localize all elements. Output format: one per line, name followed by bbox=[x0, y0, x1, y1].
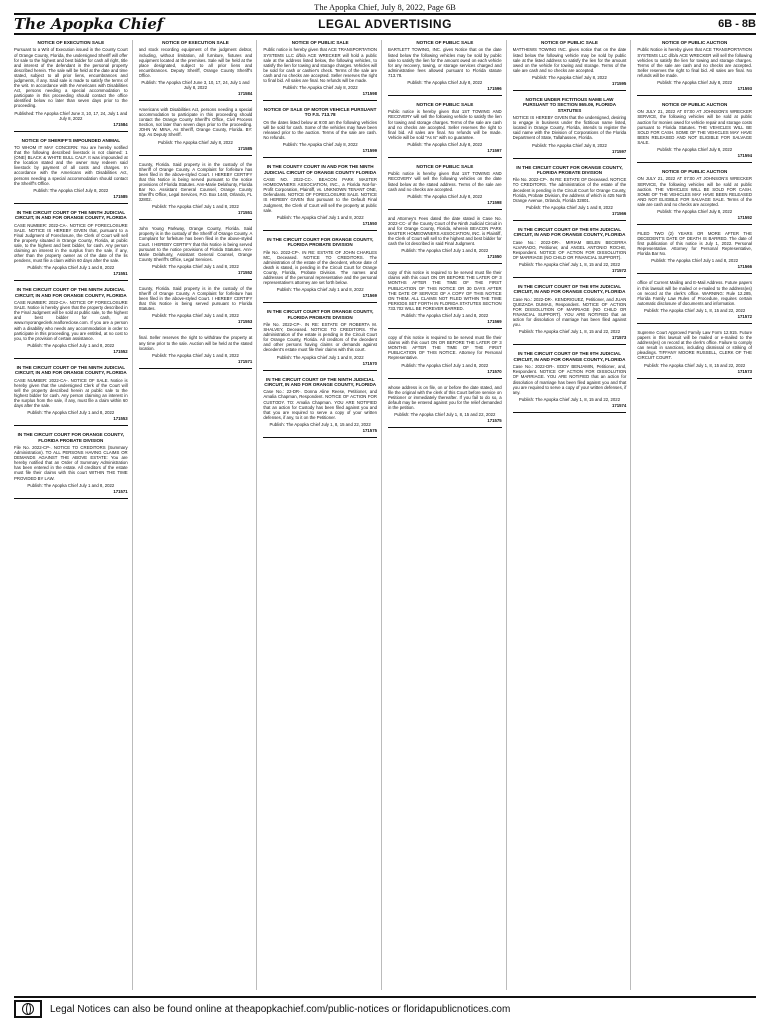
notice-title: IN THE CIRCUIT COURT OF THE NINTH JUDICIAL CIRCUIT, IN AND FOR ORANGE COUNTY, FLORIDA bbox=[14, 287, 127, 298]
legal-notice bbox=[513, 284, 627, 345]
notice-publish-line: Publish: The Apopka Chief July 8, 2022 bbox=[158, 139, 233, 145]
notice-body: copy of this notice is required to be served must file their claims with this court ON OR BEFORE THE LATER OF 3 MONTHS AFTER THE TIME OF THE FIRST PUBLICATION OF THIS NOTICE. Attorney for Personal Representative. bbox=[387, 335, 502, 361]
legal-notice bbox=[139, 286, 253, 329]
notice-id: 171575 bbox=[362, 427, 377, 433]
notice-publish-line: Publish: The Apopka Chief July 1, 8, 15 and 22, 2022 bbox=[518, 396, 621, 402]
legal-notice bbox=[263, 164, 377, 230]
notice-publish-line: Publish: The Apopka Chief July 1, 8, 15 and 22, 2022 bbox=[518, 262, 621, 268]
notice-body: CASE NUMBER: 2022-CA-. NOTICE OF SALE. Notice is hereby given that the undersigned Clerk of the Court will sell the property described herein at public sale to the highest bidder for cash. Any person claiming an interest in the surplus from the sale, if any, must file a claim within 60 days after the sale. bbox=[14, 377, 128, 409]
notice-body: Public notice is hereby given that ACE TRANSPORTATION SYSTEMS LLC d/b/a ACE WRECKER will hold a public sale at the address listed below, the following vehicles, to satisfy the lien for towing and storage charges. Vehicles will be sold for cash or cashier's check. Terms of the sale are cash and no checks are accepted. Seller reserves the right to final bid. All sales are final. No refunds will be made. bbox=[263, 47, 377, 83]
notice-title: IN THE CIRCUIT COURT OF THE NINTH JUDICIAL CIRCUIT, IN AND FOR ORANGE COUNTY, FLORIDA bbox=[14, 209, 127, 221]
notice-title: NOTICE OF PUBLIC SALE bbox=[291, 40, 349, 45]
notice-publish-line: Publish: The Apopka Chief July 1 and 8, 2022 bbox=[276, 354, 364, 360]
legal-notice bbox=[263, 309, 377, 370]
notice-id: 171584 bbox=[237, 90, 253, 96]
legal-notice bbox=[14, 40, 128, 132]
notice-body: Supreme Court Approved Family Law Form 12.915. Future papers in this lawsuit will be mailed or e-mailed to the address(es) on record at the clerk's office. Failure to comply can result in sanctions, including dismissal or striking of pleadings. TIFFANY MOORE RUSSELL, CLERK OF THE CIRCUIT COURT. bbox=[637, 329, 752, 361]
notice-publish-line: Publish: The Apopka Chief July 8, 2022 bbox=[407, 193, 483, 199]
notice-body: copy of this notice is required to be served must file their claims with this court ON OR BEFORE THE LATER OF 3 MONTHS AFTER THE TIME OF THE FIRST PUBLICATION OF THIS NOTICE OR 30 DAYS AFTER THE DATE OF SERVICE OF A COPY OF THIS NOTICE ON THEM. ALL CLAIMS NOT FILED WITHIN THE TIME PERIODS SET FORTH IN FLORIDA STATUTES SECTION 733.702 WILL BE FOREVER BARRED. bbox=[387, 270, 502, 311]
notice-body: John Young Parkway, Orange County, Florida. Said property is in the custody of the Sheriff of Orange County. A Complaint for forfeiture has been filed in the above-styled Court. I HEREBY CERTIFY that this Notice is being served pursuant to the notice provisions of Florida Statutes. Ann-Marie Delahunty, Assistant General Counsel, Orange County Sheriff's Office, Legal Services. bbox=[138, 226, 253, 262]
legal-notice bbox=[388, 216, 502, 265]
notice-publish-line: Publish: The Apopka Chief July 1 and 8, 2022 bbox=[401, 248, 489, 254]
legal-notice bbox=[263, 107, 377, 158]
footer-text: Legal Notices can also be found online at theapopkachief.com/public-notices or floridapublicnotices.com bbox=[50, 1003, 511, 1015]
notice-title: NOTICE OF PUBLIC AUCTION bbox=[661, 101, 728, 107]
notice-title: NOTICE OF EXECUTION SALE bbox=[37, 40, 105, 45]
public-notices-icon bbox=[14, 1000, 42, 1018]
notice-id: 171552 bbox=[113, 348, 128, 354]
notice-publish-line: Publish: The Apopka Chief July 1 and 8, 2022 bbox=[27, 482, 115, 488]
notice-id: 171598 bbox=[487, 199, 502, 205]
notice-body: Public notice is hereby given that 1ST TOWING AND RECOVERY will sell the following vehicles on the date listed below at the stated address. Terms of the sale are cash and no checks are accepted. bbox=[387, 171, 502, 192]
notice-publish-line: Publish: The Apopka Chief July 1 and 8, 2022 bbox=[27, 342, 115, 348]
notice-publish-line: Publish: The Apopka Chief July 1 and 8, 2022 bbox=[152, 313, 239, 319]
column-5 bbox=[513, 40, 632, 990]
notice-body: office of Current Mailing and E-Mail Address. Future papers in this lawsuit will be mailed or e-mailed to the address(es) on record at the clerk's office. WARNING: Rule 12.285, Florida Family Law Rules of Procedure, requires certain automatic disclosure of documents and information. bbox=[637, 280, 752, 306]
notice-body: Case No.: 2022-DR-. KENDRIGUEZ, Petitioner, and JUAN QUEZADA DUMAS, Respondent. NOTICE OF ACTION FOR DISSOLUTION OF MARRIAGE (NO CHILD OR FINANCIAL SUPPORT). YOU ARE NOTIFIED that an action for dissolution of marriage has been filed against you. bbox=[512, 296, 627, 328]
legal-notice bbox=[637, 231, 752, 274]
notice-publish-line: Publish: The Apopka Chief July 8, 2022 bbox=[407, 141, 483, 147]
notice-id: 171552 bbox=[237, 269, 253, 275]
section-title: LEGAL ADVERTISING bbox=[318, 17, 452, 31]
column-3 bbox=[263, 40, 382, 990]
notice-publish-line: Publish: The Apopka Chief July 1 and 8, 2022 bbox=[27, 265, 115, 271]
notice-publish-line: Publish: The Apopka Chief July 1, 8, 15 and 22, 2022 bbox=[394, 411, 496, 417]
legal-notice bbox=[513, 40, 627, 91]
notice-publish-line: Publish: The Apopka Chief July 8, 2022 bbox=[407, 79, 483, 85]
legal-notice bbox=[139, 162, 253, 221]
notice-body: Americans with Disabilities Act, persons needing a special accommodation to participate in this proceeding should contact the Orange County Sheriff's Office, Civil Process Section, not later than seven days prior to the proceeding. JOHN W. MINA, As Sheriff, Orange County, Florida. BY: Sgt. As Deputy Sheriff. bbox=[138, 106, 253, 138]
notice-body: BARTLETT TOWING, INC. gives Notice that on the date listed below the following vehicles may be sold by public sale to satisfy the lien for the amount owed on each vehicle for any recovery, towing, or storage services charged and administrative fees allowed pursuant to Florida statute 713.78. bbox=[387, 47, 502, 78]
notice-body: File No. 2022-CP-. IN RE: ESTATE OF ROBERTA M. SHALVEY, Deceased. NOTICE TO CREDITORS. The administration of the estate is pending in the Circuit Court for Orange County, Florida. All creditors of the decedent and other persons having claims or demands against decedent's estate must file their claims with this court. bbox=[263, 322, 377, 353]
notice-body: On the dates listed below at 9:00 am the following vehicles will be sold for cash. Some of the vehicles may have been released prior to the auction. Terms of the sale are cash. No refunds. bbox=[263, 119, 377, 141]
notice-body: CASE NUMBER: 2022-CA-. NOTICE OF FORECLOSURE SALE. Notice is hereby given that the property described in the Final Judgment will be sold at public sale, to the highest and best bidder for cash, at www.myorangeclerk.realforeclose.com. If you are a person with a disability who needs any accommodation in order to participate in this proceeding, you are entitled, at no cost to you, to the provision of certain assistance. bbox=[14, 300, 128, 341]
legal-notice bbox=[14, 138, 128, 204]
notice-body: ON JULY 21, 2022 AT 07:00 AT JOHNSON'S WRECKER SERVICE, the following vehicles will be sold at public auction. THE VEHICLES WILL BE SOLD FOR CASH. SOME OF THE VEHICLES MAY HAVE BEEN RELEASED AND NOT ELIGIBLE FOR SALVAGE SALE. Terms of the sale are cash and no checks are accepted. bbox=[637, 176, 752, 207]
notice-publish-line: Publish: The Apopka Chief July 8, 2022 bbox=[282, 142, 358, 148]
newspaper-logo: The Apopka Chief bbox=[14, 15, 164, 33]
notice-title: NOTICE OF SHERIFF'S IMPOUNDED ANIMAL bbox=[21, 137, 121, 143]
notice-id: 171566 bbox=[611, 210, 627, 216]
notice-title: IN THE CIRCUIT COURT FOR ORANGE COUNTY, FLORIDA PROBATE DIVISION bbox=[266, 309, 374, 320]
notice-publish-line: Publish: The Apopka Chief July 1, 8, 15 and 22, 2022 bbox=[518, 329, 621, 335]
notice-title: IN THE CIRCUIT COURT OF THE NINTH JUDICIAL CIRCUIT, IN AND FOR ORANGE COUNTY, FLORIDA bbox=[14, 364, 127, 376]
column-2 bbox=[139, 40, 258, 990]
notice-publish-line: Publish: The Apopka Chief July 1, 8, 15 and 22, 2022 bbox=[644, 307, 746, 313]
notice-title: NOTICE OF PUBLIC AUCTION bbox=[661, 169, 728, 175]
notice-publish-line: Publish: The Apopka Chief July 1 and 8, 2022 bbox=[651, 258, 739, 264]
notice-id: 171553 bbox=[237, 319, 253, 325]
legal-notice-columns bbox=[14, 40, 756, 990]
legal-notice bbox=[14, 432, 128, 498]
legal-notice bbox=[637, 102, 752, 163]
legal-notice bbox=[388, 40, 502, 96]
notice-id: 171573 bbox=[737, 368, 752, 374]
notice-publish-line: Publish: The Apopka Chief July 1, 8, 15 and 22, 2022 bbox=[269, 421, 371, 427]
notice-publish-line: Publish: The Apopka Chief July 8, 2022 bbox=[657, 209, 733, 214]
notice-id: 171571 bbox=[237, 358, 253, 364]
notice-body: FILED TWO (2) YEARS OR MORE AFTER THE DECEDENT'S DATE OF DEATH IS BARRED. The date of first publication of this notice is July 1, 2022. Personal Representative. Attorney for Personal Representative, Florida Bar No. bbox=[637, 231, 752, 257]
notice-title: IN THE CIRCUIT COURT FOR ORANGE COUNTY, FLORIDA PROBATE DIVISION bbox=[17, 432, 125, 443]
notice-body: NOTICE IS HEREBY GIVEN that the undersigned, desiring to engage in business under the fictitious name listed, located in Orange County, Florida, intends to register the said name with the Division of Corporations of the Florida Department of State, Tallahassee, Florida. bbox=[512, 115, 627, 141]
legal-notice bbox=[14, 210, 128, 282]
notice-body: MATTHEWS TOWING INC. gives notice that on the date listed below the following vehicle may be sold by public sale at the listed address to satisfy the lien for the amount owed on the vehicle for towing and storage. Terms of the sale are cash and no checks are accepted. bbox=[512, 47, 627, 73]
notice-publish-line: Publish: The Apopka Chief July 1, 8, 15 and 22, 2022 bbox=[644, 362, 746, 368]
masthead bbox=[14, 13, 756, 35]
column-4 bbox=[388, 40, 507, 990]
running-head: The Apopka Chief, July 8, 2022, Page 6B bbox=[314, 2, 456, 12]
notice-body: TO WHOM IT MAY CONCERN: You are hereby notified that the following described livestock is not claimed: 1 (ONE) BLACK & WHITE BULL CALF. It was impounded at the location stated and the owner may redeem said livestock by payment of all costs and charges. In accordance with the Americans with Disabilities Act, persons needing a special accommodation should contact the Sheriff's Office. bbox=[14, 144, 128, 186]
notice-title: IN THE CIRCUIT COURT FOR ORANGE COUNTY, FLORIDA PROBATE DIVISION bbox=[266, 236, 374, 248]
notice-id: 171585 bbox=[113, 193, 128, 199]
notice-publish-line: Publish: The Apopka Chief July 8, 2022 bbox=[33, 187, 109, 193]
notice-publish-line: Publish: The Apopka Chief July 8, 2022 bbox=[282, 85, 358, 91]
notice-title: NOTICE OF PUBLIC SALE bbox=[541, 40, 598, 45]
notice-id: 171575 bbox=[487, 417, 502, 423]
column-1 bbox=[14, 40, 133, 990]
notice-body: whose address is on file, on or before the date stated, and file the original with the clerk of this Court before service on Petitioner or immediately thereafter. If you fail to do so, a default may be entered against you for the relief demanded in the petition. bbox=[387, 384, 502, 410]
notice-body: File No. 2022-CP-. IN RE: ESTATE OF JOHN CHARLES MC, Deceased. NOTICE TO CREDITORS. The administration of the estate of the decedent, whose date of death is stated, is pending in the Circuit Court for Orange County, Florida, Probate Division. The names and addresses of the personal representative and the personal representative's attorney are set forth below. bbox=[263, 249, 377, 286]
legal-notice bbox=[388, 270, 502, 329]
notice-id: 171566 bbox=[737, 264, 752, 270]
legal-notice bbox=[513, 351, 627, 412]
notice-body: Case No.: 2022-DR-. MIRIAM BELEN BECERRA ALVARADO, Petitioner, and ANGEL ANTONIO ROCHE, Respondent. NOTICE OF ACTION FOR DISSOLUTION OF MARRIAGE (NO CHILD OR FINANCIAL SUPPORT). bbox=[512, 239, 627, 260]
notice-publish-line: Publish: The Apopka Chief July 1 and 8, 2022 bbox=[152, 204, 239, 210]
notice-id: 171595 bbox=[611, 80, 627, 86]
notice-title: NOTICE UNDER FICTITIOUS NAME LAW PURSUANT TO SECTION 865.09, FLORIDA STATUTES bbox=[522, 96, 617, 113]
notice-body: Case No.: 22-DR-. Donna Aline Reese, Petitioner, and Amalia Chapman, Respondent. NOTICE OF ACTION FOR CUSTODY. TO: Amalia Chapman. YOU ARE NOTIFIED that an action for Custody has been filed against you and that you are required to serve a copy of your written defenses, if any, to it on the Petitioner. bbox=[263, 389, 377, 420]
notice-title: NOTICE OF SALE OF MOTOR VEHICLE PURSUANT TO F.S. 713.78 bbox=[263, 107, 377, 118]
notice-publish-line: Publish: The Apopka Chief July 8, 2022 bbox=[532, 74, 607, 80]
notice-publish-line: Publish: The Apopka Chief July 1 and 8, 2022 bbox=[526, 204, 613, 210]
legal-notice bbox=[637, 330, 752, 379]
notice-title: IN THE CIRCUIT COURT OF THE 9TH JUDICIAL CIRCUIT, IN AND FOR ORANGE COUNTY, FLORIDA bbox=[513, 351, 626, 362]
notice-body: File No. 2022-CP-. IN RE: ESTATE OF Deceased. NOTICE TO CREDITORS. The administration of the estate of the decedent is pending in the Circuit Court for Orange County, Florida, Probate Division, the address of which is 425 North Orange Avenue, Orlando, Florida 32801. bbox=[512, 177, 627, 203]
notice-body: final. Seller reserves the right to withdraw the property at any time prior to the sale. Auction will be held at the stated location. bbox=[138, 335, 253, 351]
notice-id: 171599 bbox=[362, 148, 377, 154]
legal-notice bbox=[637, 280, 752, 323]
notice-id: 171569 bbox=[487, 319, 502, 325]
notice-body: Public notice is hereby given that 1ST TOWING AND RECOVERY will sell the following vehicle to satisfy the lien for towing and storage charges. Terms of the sale are cash and no checks are accepted. Seller reserves the right to final bid. All sales are final. No refunds will be made. Vehicle will be sold "As Is" with no guarantee. bbox=[387, 109, 502, 140]
notice-title: NOTICE OF EXECUTION SALE bbox=[162, 40, 229, 45]
legal-notice bbox=[513, 227, 627, 278]
legal-notice bbox=[388, 385, 502, 428]
notice-body: Case No.: 2022-DR-. EDDY BENJAMIN, Petitioner, and, Respondent. NOTICE OF ACTION FOR DISSOLUTION OF MARRIAGE. YOU ARE NOTIFIED that an action for dissolution of marriage has been filed against you and that you are required to serve a copy of your written defenses, if any. bbox=[512, 364, 627, 395]
notice-title: IN THE CIRCUIT COURT OF THE NINTH JUDICIAL CIRCUIT, IN AND FOR ORANGE COUNTY, FLORIDA bbox=[264, 376, 377, 387]
legal-notice bbox=[263, 40, 377, 101]
notice-body: CASE NO. 2022-CC-. BEACON PARK MASTER HOMEOWNERS ASSOCIATION, INC., a Florida Not-for-Profit Corporation, Plaintiff, vs. UNKNOWN TENANT ONE, Defendants. NOTICE OF FORECLOSURE SALE. NOTICE IS HEREBY GIVEN that pursuant to the Default Final Judgment, the Clerk of Court will sell the property at public sale. bbox=[263, 177, 377, 213]
notice-publish-line: Publish: The Apopka Chief July 1 and 8, 2022 bbox=[152, 352, 239, 358]
notice-publish-line: Publish: The Apopka Chief July 8, 2022 bbox=[657, 147, 733, 153]
legal-notice bbox=[513, 165, 627, 221]
notice-id: 171551 bbox=[237, 210, 253, 216]
notice-body: File No. 2022-CP-. NOTICE TO CREDITORS (Summary Administration). TO ALL PERSONS HAVING CLAIMS OR DEMANDS AGAINST THE ABOVE ESTATE: You are hereby notified that an Order of Summary Administration has been entered in the estate. All creditors of the estate must file their claims with this court WITHIN THE TIME PROVIDED BY LAW. bbox=[14, 445, 128, 481]
legal-notice bbox=[513, 97, 627, 159]
notice-publish-line: Publish: The Apopka Chief July 1 and 8, 2022 bbox=[401, 313, 489, 319]
legal-notice bbox=[14, 365, 128, 426]
notice-id: 171596 bbox=[487, 85, 502, 91]
notice-body: Public Notice is hereby given that ACE TRANSPORTATION SYSTEMS LLC d/b/a ACE WRECKER will sell the following vehicles to satisfy the lien for towing and storage charges. Terms of the sale are cash and no checks are accepted. Seller reserves the right to final bid. All sales are final. No refunds will be made. bbox=[637, 47, 752, 78]
notice-id: 171553 bbox=[113, 416, 128, 422]
notice-title: IN THE CIRCUIT COURT OF THE 9TH JUDICIAL CIRCUIT, IN AND FOR ORANGE COUNTY, FLORIDA bbox=[513, 284, 626, 295]
legal-notice bbox=[637, 40, 752, 96]
notice-id: 171585 bbox=[237, 145, 253, 151]
notice-body: Pursuant to a Writ of Execution issued in the County Court of Orange County, Florida, the undersigned Sheriff will offer for sale to the highest and best bidder for cash all right, title and interest of the defendant in the personal property described herein. The sale will be held at the date and time stated, subject to all prior liens, encumbrances and judgments, if any. Said sale is made to satisfy the terms of the writ. In accordance with the Americans with Disabilities Act, persons needing a special accommodation to participate in this proceeding should contact the office identified below no later than seven days prior to the proceeding. bbox=[14, 47, 128, 109]
notice-id: 171570 bbox=[362, 360, 377, 366]
footer-banner bbox=[14, 996, 756, 1020]
notice-id: 171574 bbox=[611, 402, 627, 408]
legal-notice bbox=[14, 287, 128, 359]
legal-notice bbox=[139, 40, 253, 101]
page-range: 6B - 8B bbox=[718, 18, 756, 30]
legal-notice bbox=[388, 164, 502, 210]
notice-publish-line: Publish: The Apopka Chief June 3, 10, 17, 24, July 1 and July 8, 2022 bbox=[141, 79, 250, 90]
legal-notice bbox=[263, 377, 377, 438]
notice-body: and stock recording equipment of the judgment debtor, including, without limitation, all furniture, fixtures and equipment located at the premises. Sale will be held at the place designated, subject to all prior liens and encumbrances. Deputy Sheriff, Orange County Sheriff's Office. bbox=[138, 47, 253, 78]
notice-publish-line: Publish: The Apopka Chief July 1 and 8, 2022 bbox=[276, 287, 364, 293]
notice-id: 171572 bbox=[737, 313, 752, 319]
legal-notice bbox=[263, 237, 377, 303]
notice-title: IN THE CIRCUIT COURT FOR ORANGE COUNTY, FLORIDA PROBATE DIVISION bbox=[516, 164, 623, 175]
notice-publish-line: Publish: The Apopka Chief July 1 and 8, 2022 bbox=[401, 362, 489, 368]
notice-title: NOTICE OF PUBLIC SALE bbox=[416, 163, 474, 169]
notice-id: 171584 bbox=[113, 121, 128, 127]
notice-id: 171573 bbox=[611, 335, 627, 341]
notice-body: and Attorney's Fees dated the date stated in Case No. 2022-CC- of the County Court of the Ninth Judicial Circuit in and for Orange County, Florida, wherein BEACON PARK MASTER HOMEOWNERS ASSOCIATION, INC. is Plaintiff, the Clerk of Court will sell to the highest and best bidder for cash the lot described in said Final Judgment. bbox=[387, 215, 502, 247]
notice-body: County, Florida. Said property is in the custody of the Sheriff of Orange County. A Complaint for forfeiture has been filed in the above-styled Court. I HEREBY CERTIFY that this Notice is being served pursuant to the notice provisions of Florida Statutes. Ann-Marie Delahunty, Florida Bar No. Assistant General Counsel, Orange County Sheriff's Office, Legal Services, P.O. Box 1440, Orlando, FL 32802. bbox=[138, 161, 253, 203]
notice-id: 171598 bbox=[362, 91, 377, 97]
notice-title: IN THE CIRCUIT COURT OF THE 9TH JUDICIAL CIRCUIT, IN AND FOR ORANGE COUNTY, FLORIDA bbox=[513, 226, 626, 238]
notice-publish-line: Publish: The Apopka Chief July 1 and 8, 2022 bbox=[27, 410, 115, 416]
legal-notice bbox=[139, 226, 253, 280]
notice-id: 171572 bbox=[611, 268, 627, 274]
column-6 bbox=[637, 40, 756, 990]
legal-notice bbox=[139, 335, 253, 368]
newspaper-page bbox=[14, 0, 756, 1024]
notice-id: 171597 bbox=[611, 148, 627, 154]
notice-body: ON JULY 21, 2022 AT 07:00 AT JOHNSON'S WRECKER SERVICE, the following vehicles will be sold at public auction for monies owed for vehicle repair and storage costs pursuant to Florida Statutes. THE VEHICLES WILL BE SOLD FOR CASH. SOME OF THE VEHICLES MAY HAVE BEEN RELEASED AND NOT ELIGIBLE FOR SALVAGE SALE. bbox=[637, 109, 752, 145]
notice-id: 171570 bbox=[487, 368, 502, 374]
notice-id: 171551 bbox=[113, 271, 128, 277]
notice-id: 171593 bbox=[737, 85, 752, 91]
notice-body: County, Florida. Said property is in the custody of the Sheriff of Orange County. A Complaint for forfeiture has been filed in the above-styled Court. I HEREBY CERTIFY that this Notice is being served pursuant to Florida Statutes. bbox=[138, 285, 253, 312]
notice-id: 171597 bbox=[487, 147, 502, 153]
notice-id: 171571 bbox=[113, 488, 128, 494]
notice-publish-line: Publish: The Apopka Chief July 1 and 8, 2022 bbox=[276, 214, 364, 220]
legal-notice bbox=[388, 335, 502, 378]
notice-title: NOTICE OF PUBLIC SALE bbox=[416, 101, 474, 107]
notice-publish-line: Publish: The Apopka Chief July 8, 2022 bbox=[532, 142, 607, 148]
notice-id: 171550 bbox=[487, 254, 502, 260]
notice-id: 171550 bbox=[362, 220, 377, 226]
notice-title: IN THE COUNTY COURT IN AND FOR THE NINTH JUDICIAL CIRCUIT OF ORANGE COUNTY FLORIDA bbox=[263, 164, 377, 175]
notice-title: NOTICE OF PUBLIC AUCTION bbox=[661, 40, 728, 45]
legal-notice bbox=[388, 102, 502, 158]
notice-publish-line: Publish: The Apopka Chief July 8, 2022 bbox=[657, 79, 733, 85]
notice-id: 171569 bbox=[362, 293, 377, 299]
notice-id: 171594 bbox=[737, 153, 752, 159]
notice-publish-line: Publish: The Apopka Chief July 1 and 8, 2022 bbox=[152, 263, 239, 269]
legal-notice bbox=[637, 169, 752, 225]
notice-title: NOTICE OF PUBLIC SALE bbox=[416, 40, 474, 45]
notice-publish-line: Published: The Apopka Chief June 3, 10, 17, 24, July 1 and July 8, 2022 bbox=[14, 110, 128, 121]
notice-id: 171592 bbox=[737, 215, 752, 220]
legal-notice bbox=[139, 107, 253, 156]
notice-body: CASE NUMBER: 2022-CA-. NOTICE OF FORECLOSURE SALE. NOTICE IS HEREBY GIVEN that, pursuant to a Final Judgment of Foreclosure, the Clerk of Court will sell the property situated in Orange County, Florida, at public sale, to the highest and best bidder, for cash. Any person claiming an interest in the surplus from the sale, if any, other than the property owner as of the date of the lis pendens, must file a claim within 60 days after the sale. bbox=[14, 222, 128, 264]
